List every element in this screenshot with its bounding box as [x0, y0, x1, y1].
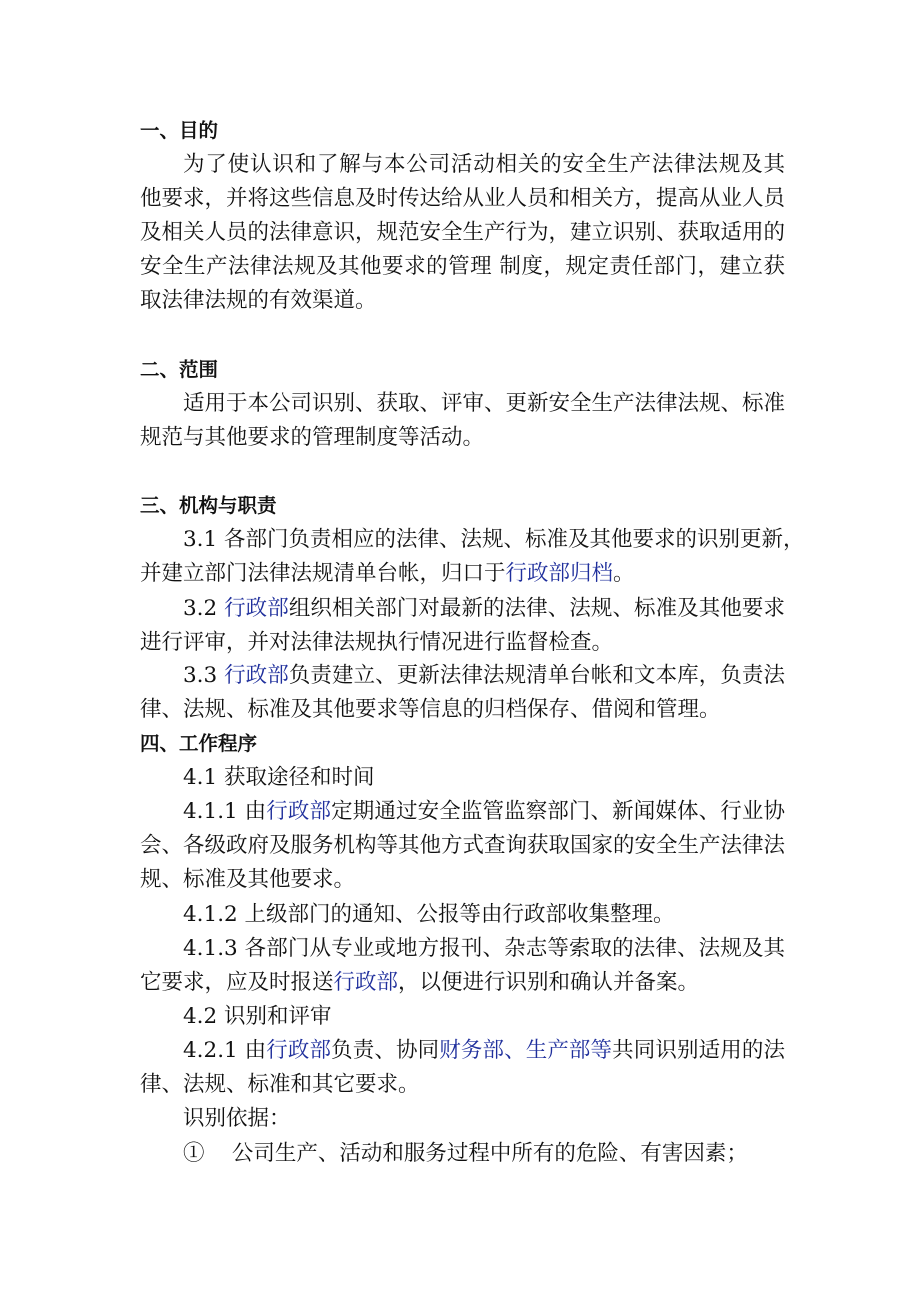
clause-3-1-line: 并建立部门法律法规清单台帐，归口于行政部归档。 [140, 561, 635, 586]
clause-4-1-1-line: 会、各级政府及服务机构等其他方式查询获取国家的安全生产法律法 [140, 833, 786, 858]
paragraph-line: 及相关人员的法律意识，规范安全生产行为，建立识别、获取适用的 [140, 220, 786, 245]
clause-3-2-line: 3.2 行政部组织相关部门对最新的法律、法规、标准及其他要求 [183, 596, 785, 621]
clause-4-2-1-line: 律、法规、标准和其它要求。 [140, 1072, 420, 1097]
section-heading-purpose: 一、目的 [140, 119, 219, 142]
clause-3-2-line: 进行评审，并对法律法规执行情况进行监督检查。 [140, 630, 614, 655]
section-heading-procedure: 四、工作程序 [140, 732, 258, 755]
clause-4-2-title: 4.2 识别和评审 [183, 1004, 332, 1029]
section-heading-responsibilities: 三、机构与职责 [140, 494, 277, 517]
clause-4-1-1-line: 规、标准及其他要求。 [140, 867, 356, 892]
dept-link-admin: 行政部 [224, 663, 289, 688]
identification-basis-label: 识别依据： [183, 1106, 291, 1131]
dept-link-admin: 行政部 [224, 596, 289, 621]
dept-link-admin: 行政部 [266, 1038, 332, 1063]
dept-link-admin: 行政部 [333, 970, 399, 995]
dept-link-admin: 行政部归档 [505, 561, 614, 586]
clause-3-3-line: 3.3 行政部负责建立、更新法律法规清单台帐和文本库，负责法 [183, 663, 785, 688]
paragraph-line: 他要求，并将这些信息及时传达给从业人员和相关方，提高从业人员 [140, 186, 786, 211]
clause-3-3-line: 律、法规、标准及其他要求等信息的归档保存、借阅和管理。 [140, 697, 721, 722]
paragraph-line: 为了使认识和了解与本公司活动相关的安全生产法律法规及其 [183, 152, 785, 177]
clause-4-1-3-line: 4.1.3 各部门从专业或地方报刊、杂志等索取的法律、法规及其 [183, 936, 785, 961]
clause-3-1-line: 3.1 各部门负责相应的法律、法规、标准及其他要求的识别更新， [183, 527, 805, 552]
clause-4-1-2-line: 4.1.2 上级部门的通知、公报等由行政部收集整理。 [183, 902, 675, 927]
dept-link-finance-production: 财务部、生产部等 [439, 1038, 613, 1063]
clause-4-1-1-line: 4.1.1 由行政部定期通过安全监管监察部门、新闻媒体、行业协 [183, 799, 785, 824]
clause-4-2-1-line: 4.2.1 由行政部负责、协同财务部、生产部等共同识别适用的法 [183, 1038, 785, 1063]
basis-item-1: ① 公司生产、活动和服务过程中所有的危险、有害因素； [183, 1141, 748, 1166]
paragraph-line: 适用于本公司识别、获取、评审、更新安全生产法律法规、标准 [183, 391, 786, 416]
clause-4-1-title: 4.1 获取途径和时间 [183, 765, 375, 790]
dept-link-admin: 行政部 [266, 799, 332, 824]
section-heading-scope: 二、范围 [140, 358, 219, 381]
paragraph-line: 规范与其他要求的管理制度等活动。 [140, 425, 485, 450]
paragraph-line: 安全生产法律法规及其他要求的管理 制度，规定责任部门，建立获 [140, 254, 785, 279]
paragraph-line: 取法律法规的有效渠道。 [140, 288, 377, 313]
clause-4-1-3-line: 它要求，应及时报送行政部，以便进行识别和确认并备案。 [140, 970, 700, 995]
